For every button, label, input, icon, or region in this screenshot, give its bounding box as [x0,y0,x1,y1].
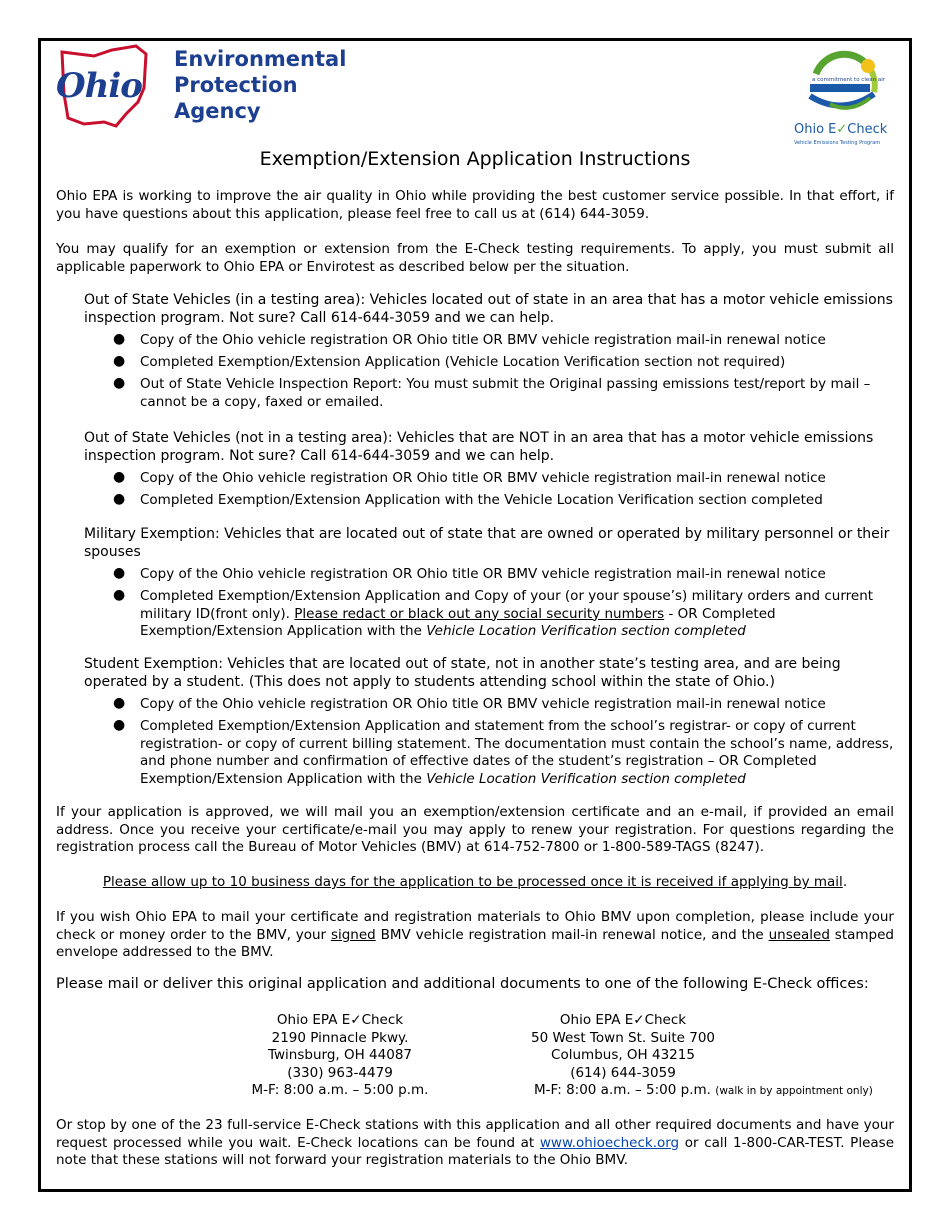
bullet-icon: ● [113,587,126,603]
bullet-icon: ● [113,331,126,347]
bmv-paragraph: If you wish Ohio EPA to mail your certificate and registration materials to Ohio BMV upon completion, please include your check or money order to the BMV, your signed BMV vehicle registration mail-in renewal notice, and the unsealed stamped envelope addressed to the BMV. [56,909,894,960]
echeck-name: Ohio E✓Check [794,122,888,137]
echeck-subtitle: Vehicle Emissions Testing Program [794,140,881,146]
mail-heading: Please mail or deliver this original application and additional documents to one of the following E-Check offices: [56,976,869,992]
list-item: Completed Exemption/Extension Application and Copy of your (or your spouse’s) military orders and current military ID(front only). Please redact or black out any social security numbers - OR Completed Exemption/Extension Application with the Vehicle Location Verification section completed [140,588,874,639]
echeck-website-link[interactable]: www.ohioecheck.org [539,1134,680,1151]
intro-paragraph-1: Ohio EPA is working to improve the air quality in Ohio while providing the best customer service possible. In that effort, if you have questions about this application, please feel free to call us at (614) 644-3059. [56,188,894,222]
list-item: Copy of the Ohio vehicle registration OR Ohio title OR BMV vehicle registration mail-in renewal notice [140,566,826,582]
ohio-logo-word: Ohio [56,66,142,106]
agency-name: Environmental Protection Agency [174,47,347,123]
section-military-heading: Military Exemption: Vehicles that are located out of state that are owned or operated by military personnel or their spouses [84,526,890,560]
list-item: Copy of the Ohio vehicle registration OR Ohio title OR BMV vehicle registration mail-in renewal notice [140,470,826,486]
list-item: Completed Exemption/Extension Application (Vehicle Location Verification section not required) [140,354,786,370]
list-item: Copy of the Ohio vehicle registration OR Ohio title OR BMV vehicle registration mail-in renewal notice [140,332,826,348]
intro-paragraph-2: You may qualify for an exemption or extension from the E-Check testing requirements. To apply, you must submit all applicable paperwork to Ohio EPA or Envirotest as described below per the situation. [56,241,894,275]
approval-paragraph: If your application is approved, we will mail you an exemption/extension certificate and an e-mail, if provided an email address. Once you receive your certificate/e-mail you may apply to renew your registration. For questions regarding the registration process call the Bureau of Motor Vehicles (BMV) at 614-752-7800 or 1-800-589-TAGS (8247). [56,804,894,855]
office-twinsburg: Ohio EPA E✓Check 2190 Pinnacle Pkwy. Twinsburg, OH 44087 (330) 963-4479 M-F: 8:00 a.m. – 5:00 p.m. [251,1012,429,1098]
echeck-logo [790,44,900,150]
bullet-icon: ● [113,717,126,733]
bullet-icon: ● [113,565,126,581]
list-item: Completed Exemption/Extension Application with the Vehicle Location Verification section completed [140,492,823,508]
bullet-icon: ● [113,469,126,485]
office-columbus-hours: M-F: 8:00 a.m. – 5:00 p.m. (walk in by appointment only) [534,1082,873,1098]
section-student-heading: Student Exemption: Vehicles that are located out of state, not in another state’s testing area, and are being operated by a student. (This does not apply to students attending school within the state of Ohio.) [84,656,841,690]
echeck-tagline: a commitment to clean air [812,77,886,83]
bullet-icon: ● [113,353,126,369]
stations-paragraph: Or stop by one of the 23 full-service E-Check stations with this application and all other required documents and have your request processed while you wait. E-Check locations can be found at www.ohioecheck.org or call 1-800-CAR-TEST. Please note that these stations will not forward your registration materials to the Ohio BMV. [56,1117,894,1168]
section-oos-nontesting-heading: Out of State Vehicles (not in a testing area): Vehicles that are NOT in an area that has a motor vehicle emissions inspection program. Not sure? Call 614-644-3059 and we can help. [84,430,874,464]
office-columbus: Ohio EPA E✓Check 50 West Town St. Suite 700 Columbus, OH 43215 (614) 644-3059 [530,1012,716,1081]
ohio-epa-logo [54,44,364,128]
list-item: Copy of the Ohio vehicle registration OR Ohio title OR BMV vehicle registration mail-in renewal notice [140,696,826,712]
page-title: Exemption/Extension Application Instructions [259,148,691,170]
list-item: Completed Exemption/Extension Application and statement from the school’s registrar- or copy of current registration- or copy of current billing statement. The documentation must contain the school’s name, address, and phone number and confirmation of effective dates of the student’s registration – OR Completed Exemption/Extension Application with the Vehicle Location Verification section completed [140,718,894,787]
redact-notice: Please redact or black out any social security numbers [294,605,665,622]
processing-notice: Please allow up to 10 business days for the application to be processed once it is received if applying by mail. [102,874,848,890]
walk-in-note: (walk in by appointment only) [715,1085,873,1097]
section-oos-testing-heading: Out of State Vehicles (in a testing area): Vehicles located out of state in an area that has a motor vehicle emissions inspection program. Not sure? Call 614-644-3059 and we can help. [84,292,893,326]
echeck-globe-icon [790,44,900,124]
list-item: Out of State Vehicle Inspection Report: You must submit the Original passing emissions test/report by mail – cannot be a copy, faxed or emailed. [140,376,871,410]
bullet-icon: ● [113,695,126,711]
bullet-icon: ● [113,491,126,507]
bullet-icon: ● [113,375,126,391]
